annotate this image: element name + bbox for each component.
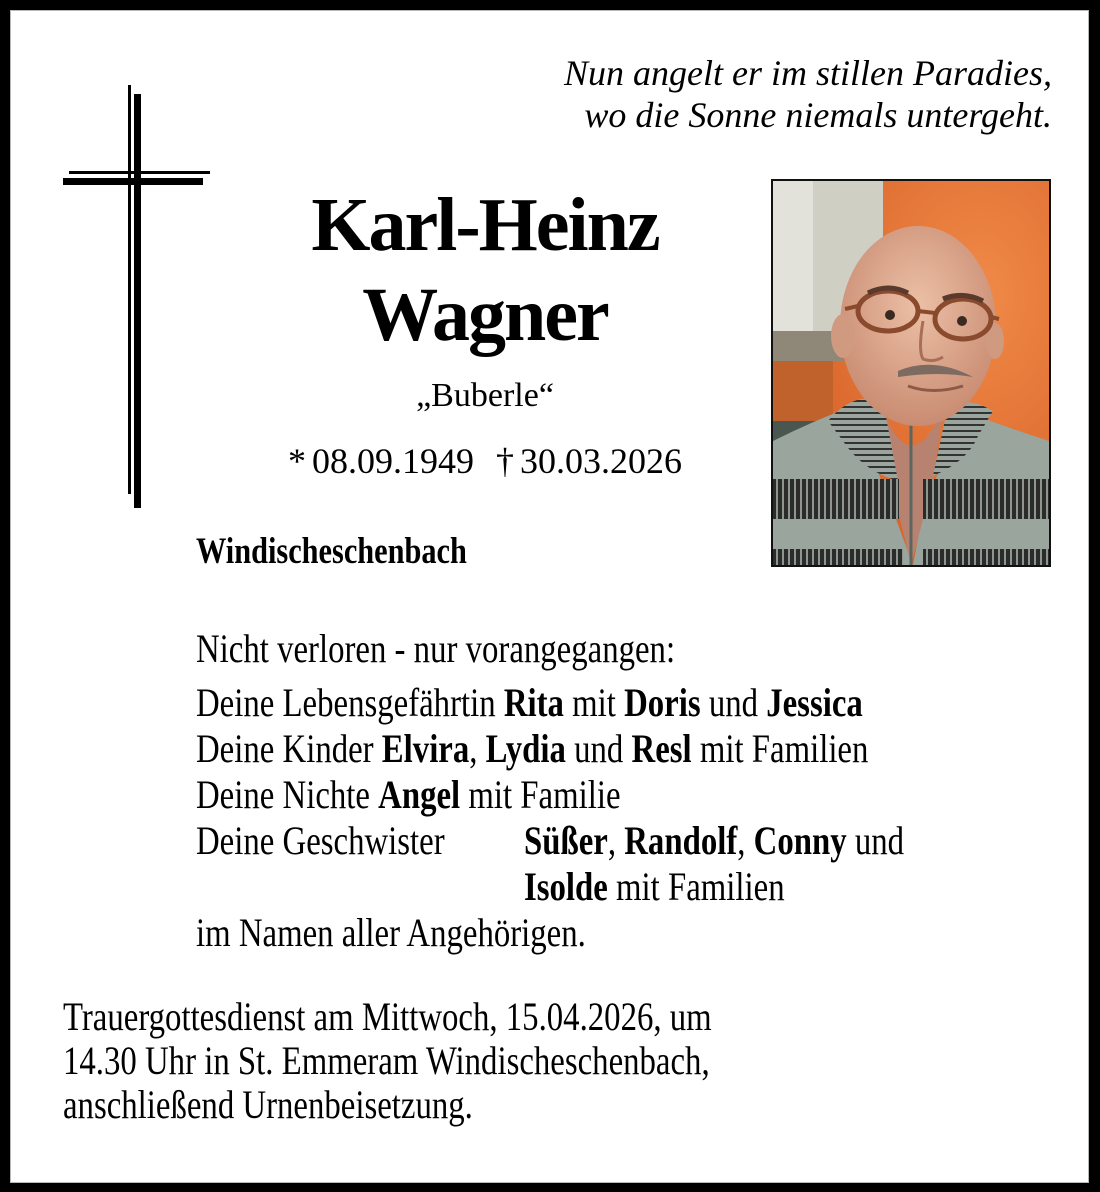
mourner-name: Jessica <box>766 680 863 725</box>
mourner-name: Süßer <box>524 818 608 863</box>
motto-verse <box>564 52 1052 136</box>
first-name: Karl-Heinz <box>311 183 659 267</box>
mourner-name: Rita <box>503 680 564 725</box>
birth-date: 08.09.1949 <box>312 441 474 481</box>
mourners-siblings-line-2: Isolde mit Familien <box>524 864 785 909</box>
mourner-name: Conny <box>753 818 847 863</box>
nickname: „Buberle“ <box>416 377 554 414</box>
mourner-name: Elvira <box>381 726 470 771</box>
portrait-image <box>773 181 1049 565</box>
last-name: Wagner <box>362 273 608 357</box>
death-date: 30.03.2026 <box>520 441 682 481</box>
mourner-name: Isolde <box>524 864 608 909</box>
mourners-list <box>196 626 1059 956</box>
portrait-photo <box>771 179 1051 567</box>
cross-icon <box>60 80 220 520</box>
service-line-3: anschließend Urnenbeisetzung. <box>63 1082 473 1127</box>
mourner-name: Angel <box>378 772 461 817</box>
funeral-service-info <box>63 995 854 1127</box>
mourners-intro: Nicht verloren - nur vorangegangen: <box>196 626 676 671</box>
life-dates <box>235 440 735 482</box>
mourners-niece-line: Deine Nichte Angel mit Familie <box>196 772 621 817</box>
mourner-name: Lydia <box>485 726 566 771</box>
mourners-children-line: Deine Kinder Elvira, Lydia und Resl mit Familien <box>196 726 869 771</box>
birth-star-icon: * <box>288 441 306 481</box>
mourner-name: Doris <box>624 680 701 725</box>
deceased-name <box>255 180 715 360</box>
mourner-name: Resl <box>631 726 692 771</box>
mourners-closing: im Namen aller Angehörigen. <box>196 910 586 955</box>
residence-place: Windischeschenbach <box>196 531 467 572</box>
motto-line-2: wo die Sonne niemals untergeht. <box>584 95 1052 135</box>
mourner-name: Randolf <box>624 818 738 863</box>
mourners-siblings-line: Deine Geschwister Süßer, Randolf, Conny und <box>196 818 905 863</box>
motto-line-1: Nun angelt er im stillen Paradies, <box>564 53 1052 93</box>
service-line-1: Trauergottesdienst am Mittwoch, 15.04.2026, um <box>63 994 712 1039</box>
mourners-partner-line: Deine Lebensgefährtin Rita mit Doris und Jessica <box>196 680 863 725</box>
death-dagger-icon: † <box>496 441 514 481</box>
service-line-2: 14.30 Uhr in St. Emmeram Windischeschenbach, <box>63 1038 710 1083</box>
